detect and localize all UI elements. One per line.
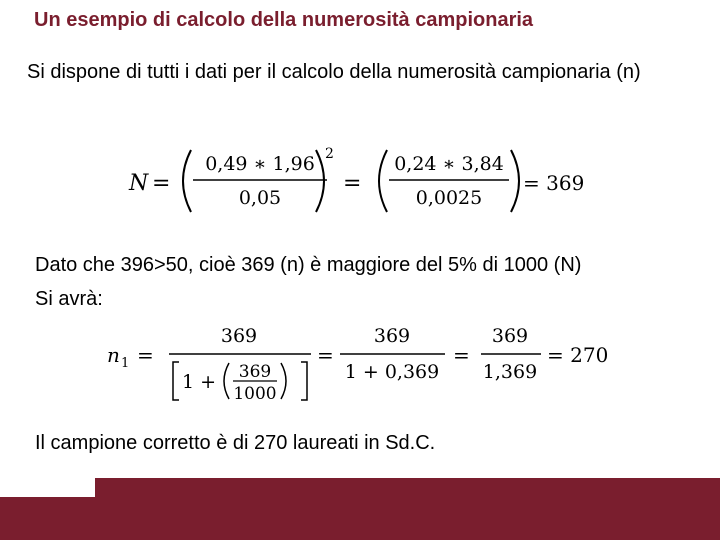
formula-sample-size [125,140,595,220]
formula2-f2-num: 369 [373,325,411,347]
paren-left-2 [379,150,387,212]
bracket-right [301,362,307,400]
formula1-equals: = [152,171,171,196]
conclusion-text: Il campione corretto è di 270 laureati in Sd.C. [35,432,436,454]
formula2-lhs: n [107,343,120,367]
formula2-top: 369 [220,325,258,347]
footer-band [0,497,720,540]
footer-notch [0,478,95,497]
footer-band-top [95,478,720,497]
paren-right-2 [511,150,519,212]
formula1-num1: 0,49 ∗ 1,96 [205,153,315,175]
formula2-equals: = [137,343,154,367]
paren-right-1 [316,150,324,212]
formula2-one-plus: 1 + [182,371,217,393]
formula1-num2: 0,24 ∗ 3,84 [394,153,504,175]
bracket-left [173,362,179,400]
paren-right-inner [281,363,286,399]
formula2-inner-num: 369 [238,362,272,382]
intro-text: Si dispone di tutti i dati per il calcolo della numerosità campionaria (n) [27,61,641,83]
formula1-equals-2: = [343,171,362,196]
formula2-equals-2: = [317,343,334,367]
formula2-equals-3: = [453,343,470,367]
formula2-inner-den: 1000 [233,384,277,404]
formula1-lhs: N [129,171,149,196]
paren-left-1 [183,150,191,212]
slide-title: Un esempio di calcolo della numerosità campionaria [34,9,534,31]
formula1-den1: 0,05 [238,187,282,209]
formula1-result: = 369 [523,171,585,195]
formula-correction [105,318,620,408]
formula2-result: = 270 [547,343,609,367]
formula1-den2: 0,0025 [415,187,483,209]
formula2-f3-num: 369 [491,325,529,347]
si-avra-text: Si avrà: [35,288,103,310]
paren-left-inner [224,363,229,399]
formula1-exponent: 2 [325,146,334,162]
formula2-lhs-sub: 1 [121,356,130,371]
condition-text: Dato che 396>50, cioè 369 (n) è maggiore del 5% di 1000 (N) [35,254,582,276]
formula2-f2-den: 1 + 0,369 [344,361,440,383]
formula2-f3-den: 1,369 [482,361,538,383]
